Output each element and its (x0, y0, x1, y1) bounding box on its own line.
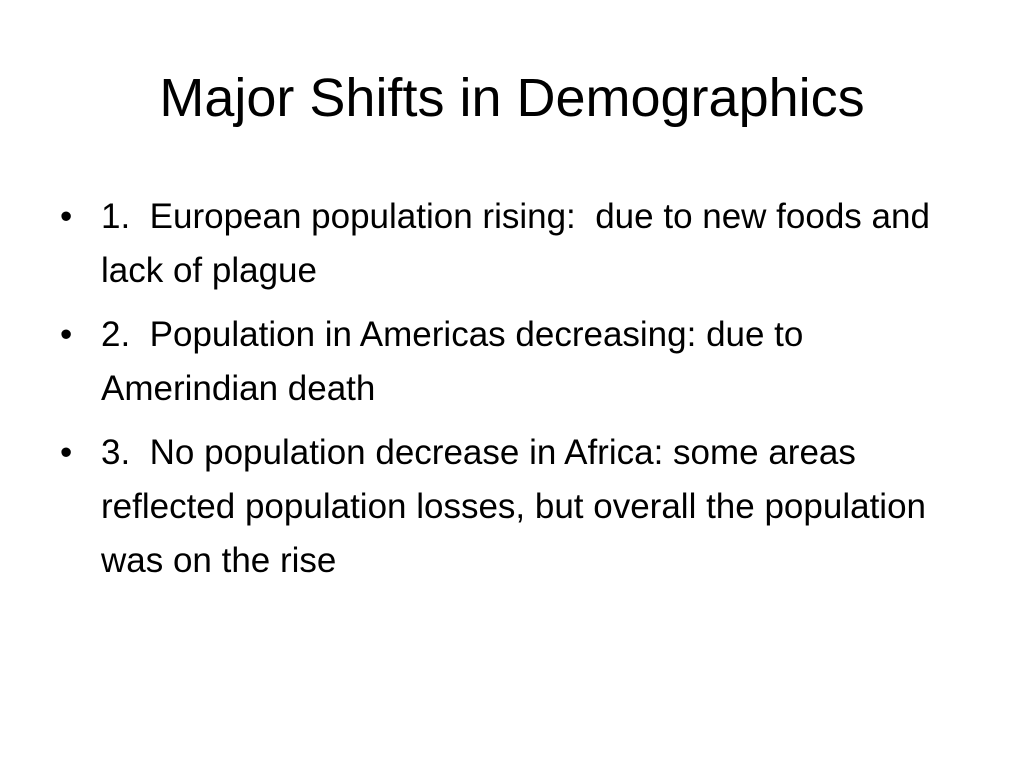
slide-title: Major Shifts in Demographics (159, 68, 865, 128)
bullet-text: 1. European population rising: due to new foods and lack of plague (101, 197, 940, 290)
bullet-icon: • (60, 197, 73, 236)
bullet-item-3 (60, 426, 970, 588)
bullet-item-2 (60, 308, 970, 416)
bullet-list (60, 190, 970, 598)
bullet-icon: • (60, 433, 73, 472)
bullet-text: 2. Population in Americas decreasing: due to Amerindian death (101, 315, 812, 408)
bullet-item-1 (60, 190, 970, 298)
bullet-icon: • (60, 315, 73, 354)
bullet-text: 3. No population decrease in Africa: some areas reflected population losses, but overall the population was on the rise (101, 433, 936, 580)
